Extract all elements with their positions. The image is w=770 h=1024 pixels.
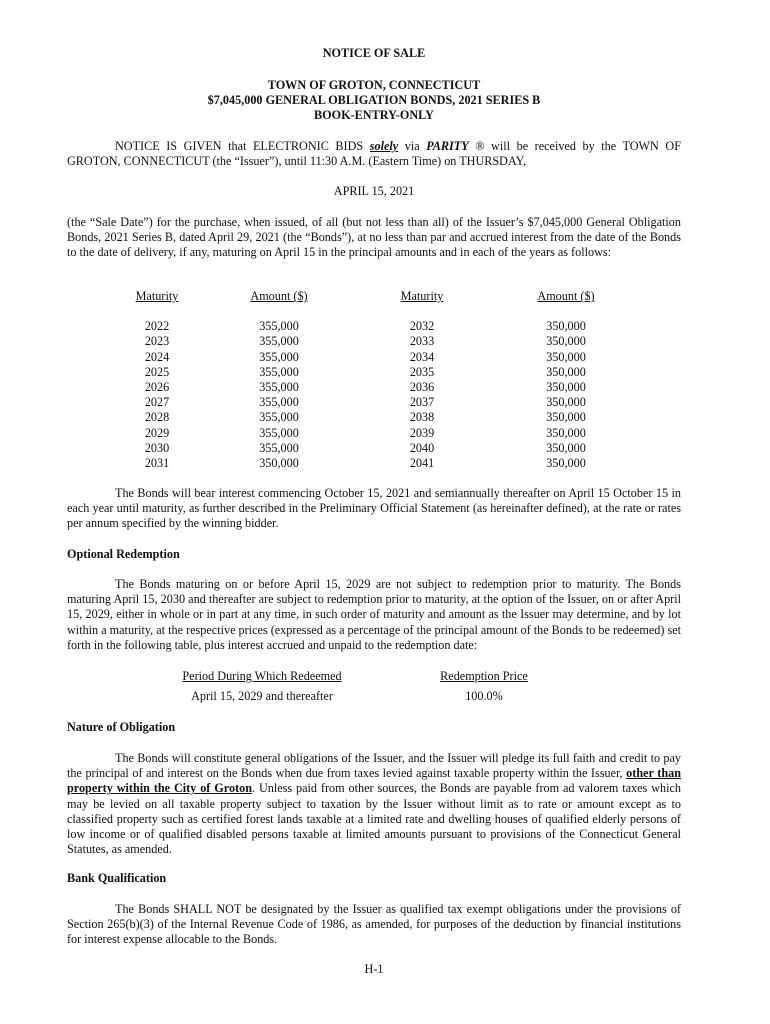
optional-redemption-heading: Optional Redemption: [67, 547, 180, 561]
price-header: Redemption Price: [440, 669, 528, 683]
maturity-year-cell: 2037: [409, 395, 435, 410]
amount-cell: 355,000: [259, 319, 299, 334]
optional-redemption-paragraph: The Bonds maturing on or before April 15, 2029 are not subject to redemption prior to maturity. The Bonds maturing April 15, 2030 and thereafter are subject to redemption prior to maturity, at the option of the Issuer, on or after April 15, 2029, either in whole or in part at any time, in such order of maturity and amount as the Issuer may determine, and by lot within a maturity, at the respective prices (expressed as a percentage of the principal amount of the Bonds to be redeemed) set forth in the following table, plus interest accrued and unpaid to the redemption date:: [67, 577, 681, 652]
maturity-year-cell: 2026: [144, 379, 170, 394]
amount-column-right: [526, 289, 606, 471]
maturity-year-cell: 2030: [144, 440, 170, 455]
notice-title: NOTICE OF SALE: [322, 46, 426, 60]
nature-paragraph: [67, 751, 681, 857]
maturity-year-cell: 2022: [144, 319, 170, 334]
maturity-year-cell: 2033: [409, 334, 435, 349]
amount-cell: 350,000: [546, 425, 586, 440]
amount-cell: 355,000: [259, 379, 299, 394]
amount-header: Amount ($): [250, 289, 308, 303]
maturity-year-cell: 2039: [409, 425, 435, 440]
amount-cell: 355,000: [259, 395, 299, 410]
amount-cell: 350,000: [546, 395, 586, 410]
amount-cell: 355,000: [259, 410, 299, 425]
intro-text-a: NOTICE IS GIVEN that ELECTRONIC BIDS: [115, 139, 370, 153]
maturity-column-right: [387, 289, 457, 471]
maturity-year-cell: 2038: [409, 410, 435, 425]
amount-cell: 355,000: [259, 349, 299, 364]
page-number: H-1: [364, 962, 384, 976]
amount-cell: 350,000: [546, 440, 586, 455]
nature-emphasis: other than property within the City of Groton: [67, 766, 681, 796]
amount-cell: 350,000: [546, 379, 586, 394]
nature-text-a: The Bonds will constitute general obligations of the Issuer, and the Issuer will pledge its full faith and credit to pay the principal of and interest on the Bonds when due from taxes levied against taxable property within the Issuer,: [67, 751, 681, 781]
maturity-header: Maturity: [135, 289, 179, 303]
intro-text-c: ® will be received by the TOWN OF GROTON, CONNECTICUT (the “Issuer”), until 11:30 A.M. (Eastern Time) on THURSDAY,: [67, 139, 682, 169]
maturity-column-left: [122, 289, 192, 471]
period-header: Period During Which Redeemed: [182, 669, 342, 683]
intro-text-b: via: [398, 139, 427, 153]
maturity-year-cell: 2023: [144, 334, 170, 349]
bonds-title: $7,045,000 GENERAL OBLIGATION BONDS, 2021 SERIES B: [207, 93, 541, 107]
interest-paragraph: The Bonds will bear interest commencing October 15, 2021 and semiannually thereafter on April 15 October 15 in each year until maturity, as further described in the Preliminary Official Statement (as hereinafter defined), at the rate or rates per annum specified by the winning bidder.: [67, 486, 681, 531]
intro-parity: PARITY: [426, 139, 469, 153]
amount-cell: 355,000: [259, 334, 299, 349]
amount-cell: 350,000: [546, 334, 586, 349]
maturity-year-cell: 2041: [409, 455, 435, 470]
maturity-year-cell: 2035: [409, 364, 435, 379]
bank-paragraph: The Bonds SHALL NOT be designated by the Issuer as qualified tax exempt obligations under the provisions of Section 265(b)(3) of the Internal Revenue Code of 1986, as amended, for purposes of the deduction by financial institutions for interest expense allocable to the Bonds.: [67, 902, 681, 947]
amount-cell: 350,000: [546, 349, 586, 364]
maturity-year-cell: 2027: [144, 395, 170, 410]
amount-cell: 355,000: [259, 364, 299, 379]
price-value: 100.0%: [465, 689, 503, 703]
maturity-year-cell: 2040: [409, 440, 435, 455]
purchase-paragraph: (the “Sale Date”) for the purchase, when issued, of all (but not less than all) of the Issuer’s $7,045,000 General Obligation Bonds, 2021 Series B, dated April 29, 2021 (the “Bonds”), at no less than par and accrued interest from the date of the Bonds to the date of delivery, if any, maturing on April 15 in the principal amounts and in each of the years as follows:: [67, 215, 681, 260]
amount-cell: 350,000: [546, 410, 586, 425]
amount-cell: 350,000: [259, 455, 299, 470]
amount-column-left: [239, 289, 319, 471]
nature-text-b: . Unless paid from other sources, the Bonds are payable from ad valorem taxes which may be levied on all taxable property subject to taxation by the Issuer without limit as to rate or amount except as to classified property such as certified forest lands taxable at a limited rate and dwelling houses of qualified elderly persons of low income or of qualified disabled persons taxable at limited amounts pursuant to provisions of the Connecticut General Statutes, as amended.: [67, 781, 681, 857]
maturity-year-cell: 2034: [409, 349, 435, 364]
book-entry-title: BOOK-ENTRY-ONLY: [314, 108, 434, 122]
maturity-year-cell: 2025: [144, 364, 170, 379]
issuer-title: TOWN OF GROTON, CONNECTICUT: [267, 78, 481, 92]
maturity-header: Maturity: [400, 289, 444, 303]
amount-header: Amount ($): [537, 289, 595, 303]
amount-cell: 350,000: [546, 455, 586, 470]
maturity-year-cell: 2029: [144, 425, 170, 440]
amount-cell: 350,000: [546, 319, 586, 334]
maturity-year-cell: 2028: [144, 410, 170, 425]
amount-cell: 350,000: [546, 364, 586, 379]
intro-paragraph: [67, 139, 681, 169]
maturity-year-cell: 2024: [144, 349, 170, 364]
maturity-year-cell: 2036: [409, 379, 435, 394]
sale-date: APRIL 15, 2021: [333, 184, 415, 198]
period-value: April 15, 2029 and thereafter: [191, 689, 333, 703]
nature-heading: Nature of Obligation: [67, 720, 176, 734]
maturity-year-cell: 2031: [144, 455, 170, 470]
maturity-year-cell: 2032: [409, 319, 435, 334]
amount-cell: 355,000: [259, 425, 299, 440]
amount-cell: 355,000: [259, 440, 299, 455]
intro-solely: solely: [369, 139, 399, 153]
bank-heading: Bank Qualification: [67, 871, 167, 885]
